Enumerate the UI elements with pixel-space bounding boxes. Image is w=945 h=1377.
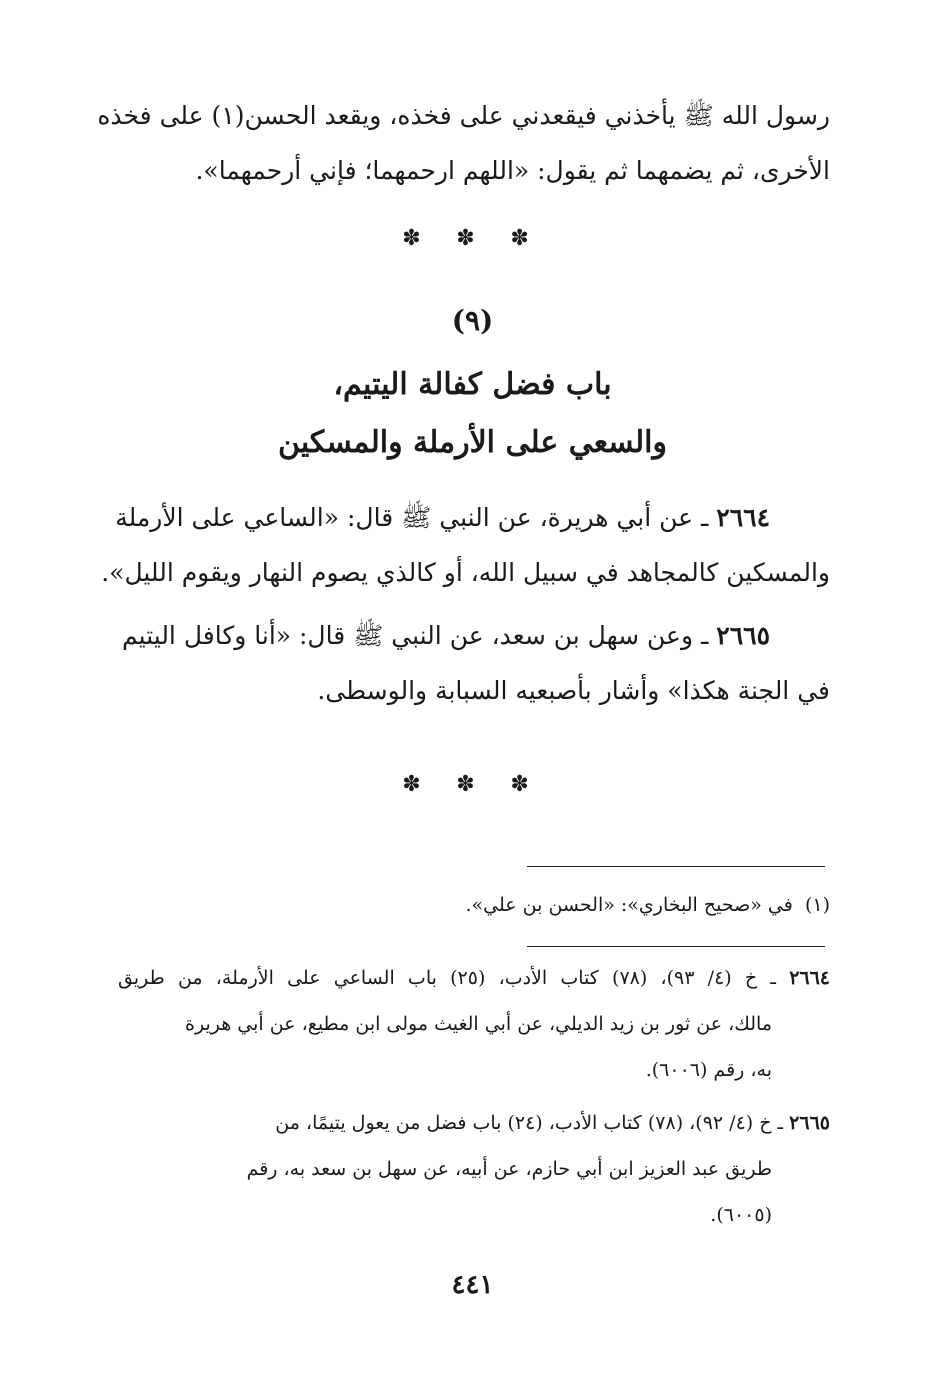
footnote-divider: [527, 866, 825, 867]
chapter-title-line-1: باب فضل كفالة اليتيم،: [333, 367, 612, 402]
reference-line-3: به، رقم (٦٠٠٦).: [645, 1059, 772, 1081]
hadith-line-1: [115, 490, 830, 545]
hadith-text: ـ عن أبي هريرة، عن النبي ﷺ قال: «الساعي على الأرملة: [115, 503, 709, 532]
intro-line-1: رسول الله ﷺ يأخذني فيقعدني على فخذه، ويقعد الحسن(١) على فخذه: [97, 101, 830, 130]
hadith-line-2: في الجنة هكذا» وأشار بأصبعيه السبابة والوسطى.: [317, 676, 830, 705]
reference-line-2: طريق عبد العزيز ابن أبي حازم، عن أبيه، عن سهل بن سعد به، رقم: [246, 1158, 772, 1180]
chapter-number: (٩): [451, 304, 494, 337]
chapter-title-line-2: والسعي على الأرملة والمسكين: [278, 425, 667, 460]
reference-line-1: [118, 1100, 830, 1146]
chapter-title: [0, 356, 945, 472]
hadith-number: ٢٦٦٥: [716, 621, 770, 650]
hadith-text: ـ وعن سهل بن سعد، عن النبي ﷺ قال: «أنا وكافل اليتيم: [122, 621, 709, 650]
page-number: ٤٤١: [451, 1270, 494, 1300]
footnote-1: [118, 882, 830, 928]
reference-line-1: [118, 955, 830, 1001]
intro-line-2: الأخرى، ثم يضمهما ثم يقول: «اللهم ارحمهما؛ فإني أرحمهما».: [195, 156, 830, 185]
references-divider: [527, 946, 825, 947]
section-separator-bottom: ✽ ✽ ✽: [402, 772, 543, 797]
hadith-line-2: والمسكين كالمجاهد في سبيل الله، أو كالذي يصوم النهار ويقوم الليل».: [101, 558, 830, 587]
reference-number: ٢٦٦٥: [789, 1112, 830, 1134]
reference-2664: [118, 955, 830, 1093]
section-separator-top: ✽ ✽ ✽: [402, 226, 543, 251]
reference-text: ـ خ (٤/ ٩٢)، (٧٨) كتاب الأدب، (٢٤) باب فضل من يعول يتيمًا، من: [275, 1112, 784, 1134]
reference-2665: [118, 1100, 830, 1238]
footnote-text: في «صحيح البخاري»: «الحسن بن علي».: [465, 894, 793, 916]
hadith-line-1: [118, 608, 830, 663]
reference-text: ـ خ (٤/ ٩٣)، (٧٨) كتاب الأدب، (٢٥) باب الساعي على الأرملة، من طريق: [118, 967, 776, 989]
reference-line-3: (٦٠٠٥).: [710, 1204, 772, 1226]
hadith-number: ٢٦٦٤: [716, 503, 770, 532]
footnote-line: [118, 882, 830, 928]
hadith-2664: [101, 490, 830, 600]
reference-number: ٢٦٦٤: [789, 967, 831, 989]
intro-paragraph: [97, 88, 830, 198]
footnote-marker: (١): [804, 894, 830, 916]
hadith-2665: [118, 608, 830, 718]
reference-line-2: مالك، عن ثور بن زيد الديلي، عن أبي الغيث مولى ابن مطيع، عن أبي هريرة: [185, 1013, 772, 1035]
